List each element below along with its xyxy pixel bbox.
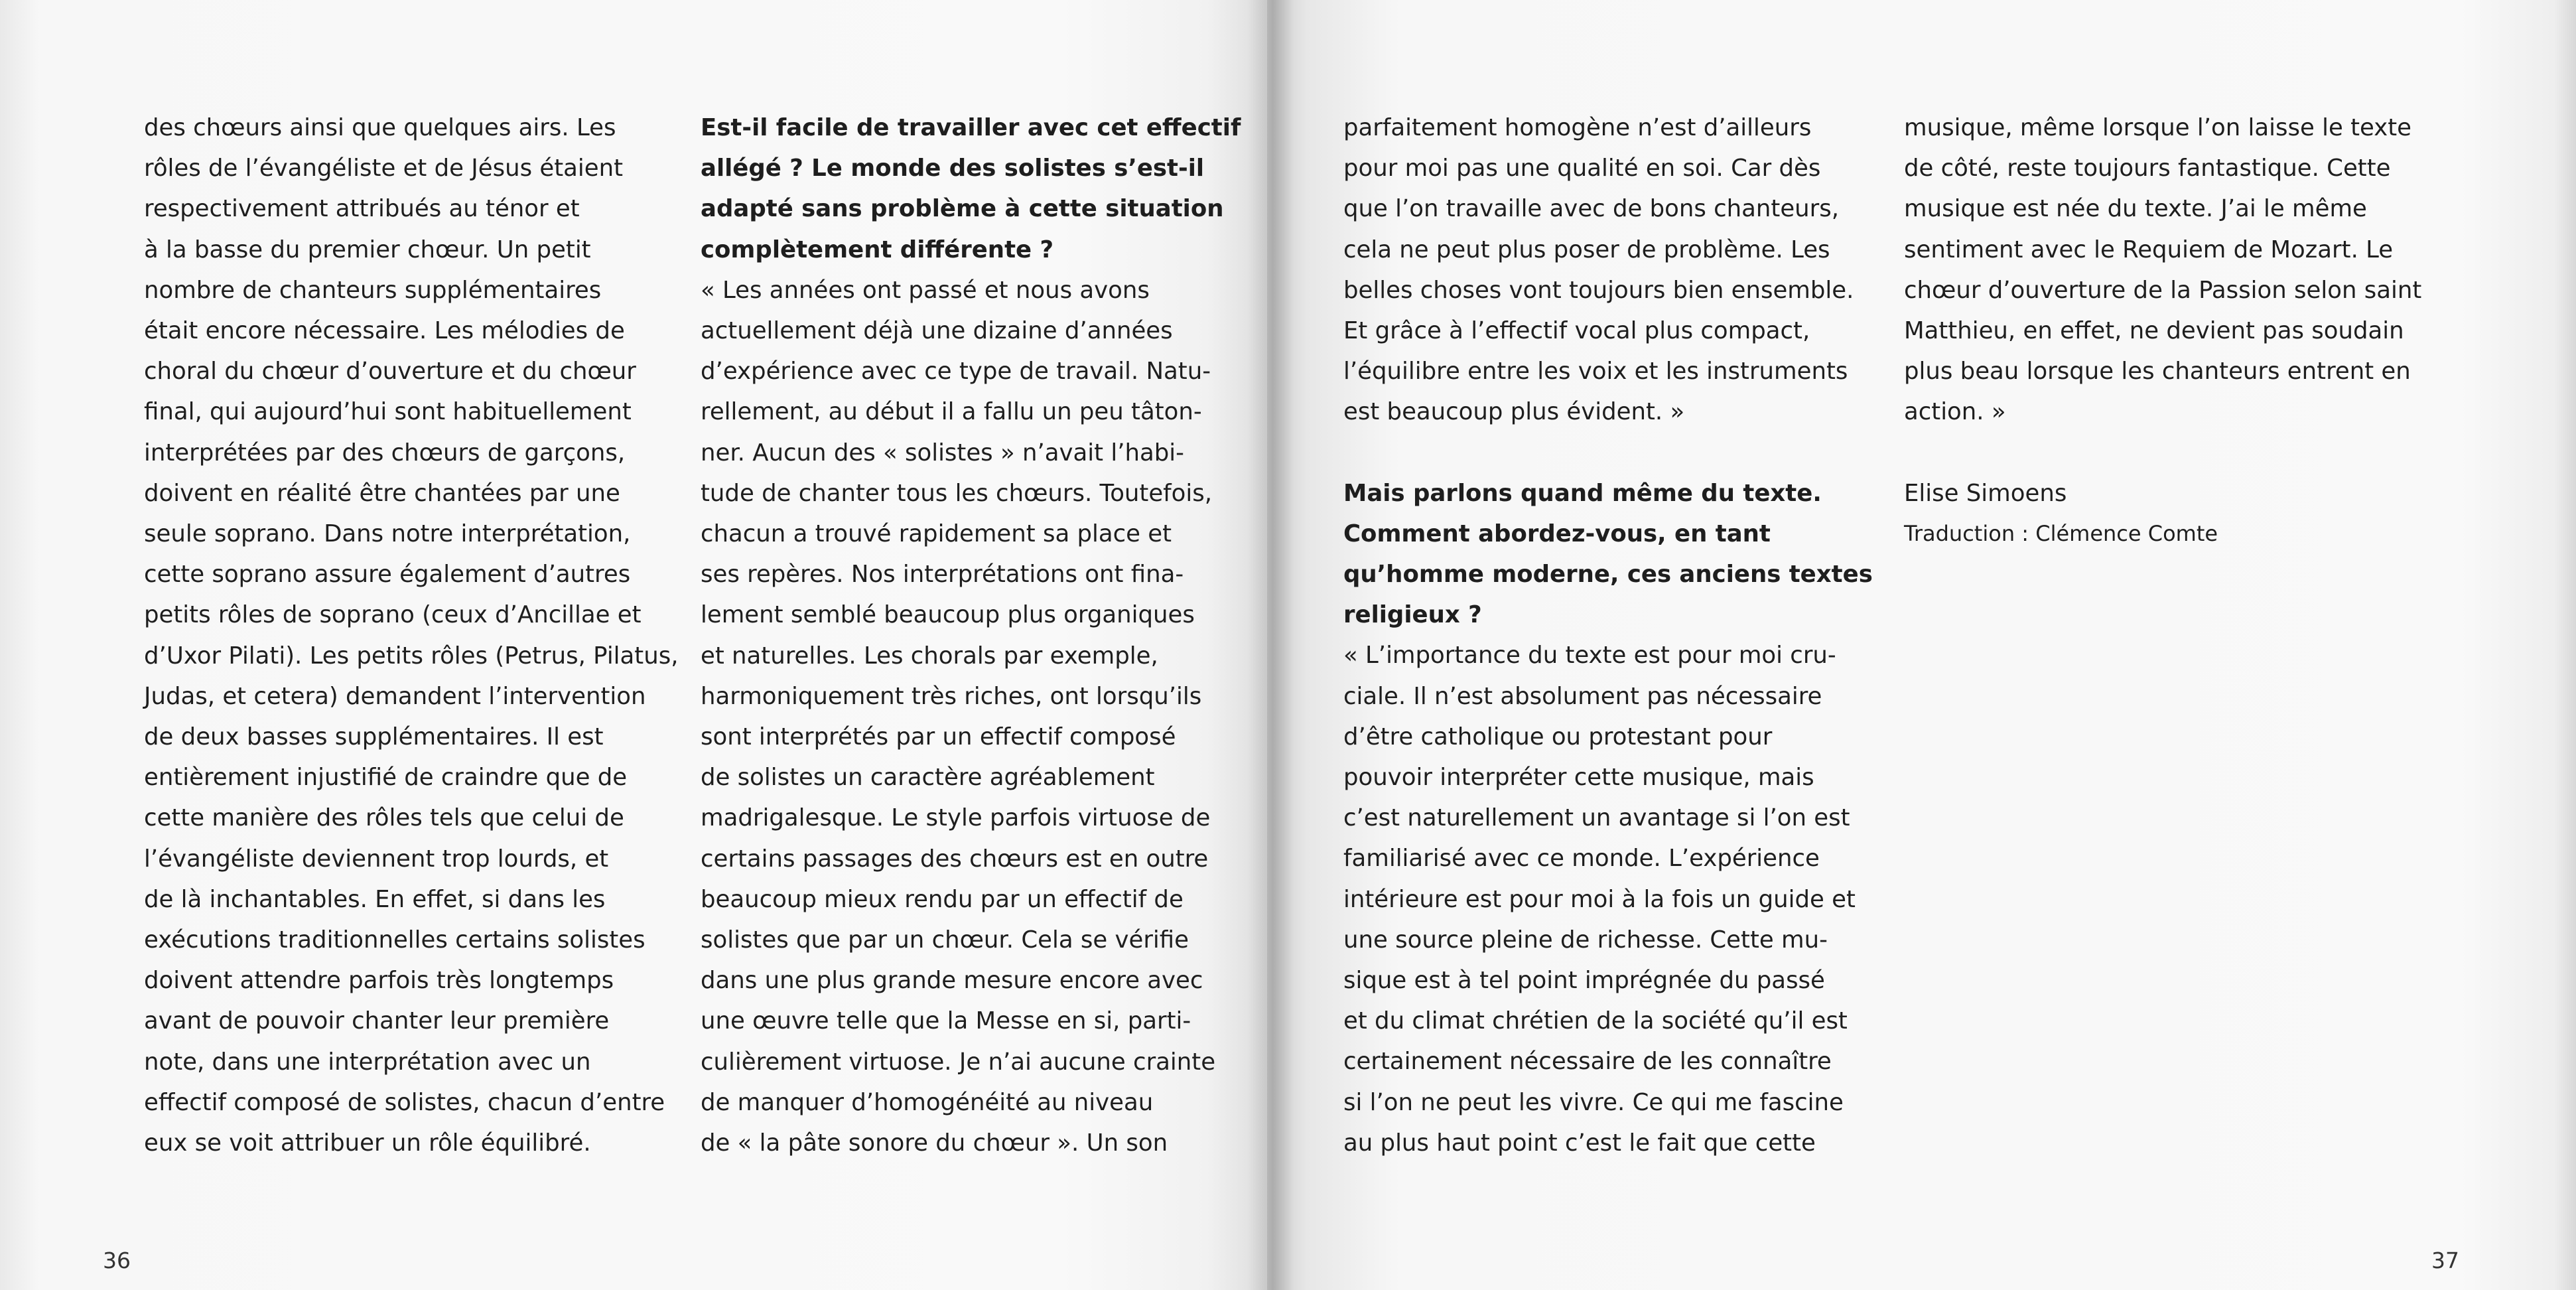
text-line: dans une plus grande mesure encore avec (701, 967, 1203, 995)
text-line: qu’homme moderne, ces anciens textes (1343, 561, 1873, 589)
text-line: musique est née du texte. J’ai le même (1904, 195, 2367, 223)
text-line: cette soprano assure également d’autres (144, 561, 631, 589)
text-line: et du climat chrétien de la société qu’il est (1343, 1007, 1848, 1035)
text-line: Matthieu, en effet, ne devient pas soudain (1904, 317, 2404, 345)
text-line: action. » (1904, 398, 2006, 426)
text-line: solistes que par un chœur. Cela se vérifie (701, 926, 1189, 954)
text-line: seule soprano. Dans notre interprétation, (144, 520, 631, 548)
text-line: familiarisé avec ce monde. L’expérience (1343, 845, 1820, 873)
text-line: Et grâce à l’effectif vocal plus compact, (1343, 317, 1810, 345)
text-line: doivent en réalité être chantées par une (144, 479, 620, 507)
text-line: respectivement attribués au ténor et (144, 195, 580, 223)
text-line: de deux basses supplémentaires. Il est (144, 723, 604, 751)
text-line: « Les années ont passé et nous avons (701, 276, 1150, 304)
book-gutter-shadow (1247, 0, 1294, 1290)
column-4 (1904, 107, 2421, 554)
text-line: doivent attendre parfois très longtemps (144, 967, 614, 995)
text-line: que l’on travaille avec de bons chanteurs, (1343, 195, 1840, 223)
text-line: effectif composé de solistes, chacun d’entre (144, 1088, 665, 1116)
text-line: était encore nécessaire. Les mélodies de (144, 317, 625, 345)
text-line: chœur d’ouverture de la Passion selon saint (1904, 276, 2422, 304)
answer-1-continued (1343, 107, 1873, 433)
text-line: est beaucoup plus évident. » (1343, 398, 1685, 426)
text-line: Est-il facile de travailler avec cet effectif (701, 114, 1241, 141)
text-line: pouvoir interpréter cette musique, mais (1343, 764, 1814, 792)
text-line: de « la pâte sonore du chœur ». Un son (701, 1129, 1168, 1157)
text-line: lement semblé beaucoup plus organiques (701, 601, 1195, 629)
text-line: d’être catholique ou protestant pour (1343, 723, 1773, 751)
right-page (1267, 0, 2576, 1290)
text-line: de là inchantables. En effet, si dans les (144, 885, 606, 913)
text-line: rôles de l’évangéliste et de Jésus étaient (144, 155, 623, 182)
text-line: interprétées par des chœurs de garçons, (144, 439, 626, 466)
text-line: l’équilibre entre les voix et les instruments (1343, 358, 1848, 386)
text-line: ses repères. Nos interprétations ont fina- (701, 561, 1184, 589)
text-line: sique est à tel point imprégnée du passé (1343, 967, 1825, 995)
text-line: complètement différente ? (701, 236, 1054, 263)
text-line: final, qui aujourd’hui sont habituellement (144, 398, 632, 426)
text-line: d’expérience avec ce type de travail. Natu- (701, 358, 1211, 386)
text-line: une source pleine de richesse. Cette mu- (1343, 926, 1828, 954)
text-line: si l’on ne peut les vivre. Ce qui me fascine (1343, 1088, 1844, 1116)
text-line: avant de pouvoir chanter leur première (144, 1007, 610, 1035)
text-line: note, dans une interprétation avec un (144, 1048, 591, 1076)
text-line: belles choses vont toujours bien ensemble. (1343, 276, 1854, 304)
text-line: pour moi pas une qualité en soi. Car dès (1343, 155, 1821, 182)
text-line: parfaitement homogène n’est d’ailleurs (1343, 114, 1812, 141)
text-line: harmoniquement très riches, ont lorsqu’ils (701, 682, 1202, 710)
page-number-left: 36 (103, 1248, 131, 1273)
text-line: Judas, et cetera) demandent l’intervention (144, 682, 646, 710)
text-line: sentiment avec le Requiem de Mozart. Le (1904, 236, 2394, 263)
text-line: certains passages des chœurs est en outre (701, 845, 1209, 873)
text-line: eux se voit attribuer un rôle équilibré. (144, 1129, 591, 1157)
text-line: beaucoup mieux rendu par un effectif de (701, 885, 1184, 913)
text-line: des chœurs ainsi que quelques airs. Les (144, 114, 616, 141)
column-3 (1343, 107, 1873, 1163)
text-line: exécutions traditionnelles certains solistes (144, 926, 645, 954)
text-line: allégé ? Le monde des solistes s’est-il (701, 155, 1205, 182)
page-number-right: 37 (2431, 1248, 2459, 1273)
text-line: une œuvre telle que la Messe en si, parti- (701, 1007, 1191, 1035)
text-line: culièrement virtuose. Je n’ai aucune crainte (701, 1048, 1216, 1076)
text-line: rellement, au début il a fallu un peu tâton- (701, 398, 1202, 426)
text-line: Mais parlons quand même du texte. (1343, 479, 1822, 507)
text-line: chacun a trouvé rapidement sa place et (701, 520, 1172, 548)
text-line: de solistes un caractère agréablement (701, 764, 1155, 792)
author-name: Elise Simoens (1904, 479, 2067, 507)
text-line: plus beau lorsque les chanteurs entrent en (1904, 358, 2411, 386)
answer-1 (701, 270, 1241, 1163)
text-line: religieux ? (1343, 601, 1482, 629)
text-line: de côté, reste toujours fantastique. Cette (1904, 155, 2391, 182)
text-line: et naturelles. Les chorals par exemple, (701, 642, 1158, 670)
text-line: nombre de chanteurs supplémentaires (144, 276, 602, 304)
text-line: entièrement injustifié de craindre que de (144, 764, 628, 792)
answer-2 (1343, 635, 1873, 1163)
text-line: d’Uxor Pilati). Les petits rôles (Petrus, Pilatus, (144, 642, 679, 670)
text-line: l’évangéliste deviennent trop lourds, et (144, 845, 609, 873)
text-line: « L’importance du texte est pour moi cru- (1343, 642, 1836, 670)
left-page (0, 0, 1267, 1290)
text-line: certainement nécessaire de les connaître (1343, 1048, 1832, 1076)
question-2 (1343, 473, 1873, 636)
answer-2-continued (1904, 107, 2421, 433)
question-1 (701, 107, 1241, 270)
column-2 (701, 107, 1241, 1163)
column-1 (144, 107, 679, 1163)
text-line: choral du chœur d’ouverture et du chœur (144, 358, 636, 386)
text-line: c’est naturellement un avantage si l’on est (1343, 804, 1850, 832)
text-line: actuellement déjà une dizaine d’années (701, 317, 1173, 345)
text-line: adapté sans problème à cette situation (701, 195, 1224, 223)
text-line: ciale. Il n’est absolument pas nécessaire (1343, 682, 1822, 710)
text-line: cette manière des rôles tels que celui de (144, 804, 624, 832)
text-line: tude de chanter tous les chœurs. Toutefois, (701, 479, 1213, 507)
text-line: au plus haut point c’est le fait que cette (1343, 1129, 1816, 1157)
text-line: musique, même lorsque l’on laisse le texte (1904, 114, 2411, 141)
text-line: cela ne peut plus poser de problème. Les (1343, 236, 1830, 263)
text-line: petits rôles de soprano (ceux d’Ancillae et (144, 601, 642, 629)
text-line: madrigalesque. Le style parfois virtuose de (701, 804, 1211, 832)
text-line: ner. Aucun des « solistes » n’avait l’habi- (701, 439, 1184, 466)
text-line: de manquer d’homogénéité au niveau (701, 1088, 1154, 1116)
text-line: intérieure est pour moi à la fois un guide et (1343, 885, 1856, 913)
text-line: Comment abordez-vous, en tant (1343, 520, 1771, 547)
text-line: sont interprétés par un effectif composé (701, 723, 1176, 751)
text-line: à la basse du premier chœur. Un petit (144, 236, 591, 263)
translation-credit: Traduction : Clémence Comte (1904, 520, 2218, 546)
